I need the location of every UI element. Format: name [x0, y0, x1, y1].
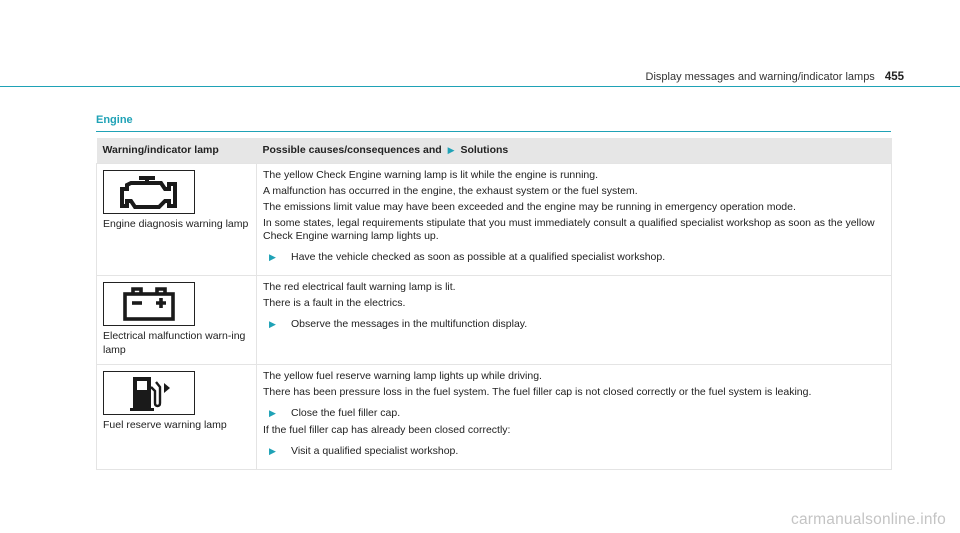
- warning-lamp-table: [96, 138, 892, 470]
- table-row: [97, 276, 892, 365]
- solution-step: [263, 407, 885, 421]
- solution-text: Have the vehicle checked as soon as possible at a qualified specialist workshop.: [291, 251, 666, 264]
- solution-arrow-icon: ▶: [269, 407, 276, 418]
- description-text: There has been pressure loss in the fuel system. The fuel filler cap is not closed correctly or the fuel system is leaking.: [263, 385, 812, 398]
- fuel-pump-icon: [103, 371, 195, 415]
- solution-text: Observe the messages in the multifunction display.: [291, 317, 528, 330]
- lamp-cell: [97, 164, 257, 276]
- solution-text: Visit a qualified specialist workshop.: [291, 445, 459, 458]
- solution-step: [263, 318, 885, 332]
- battery-icon: [103, 282, 195, 326]
- description-text: The emissions limit value may have been exceeded and the engine may be running in emergency operation mode.: [263, 200, 796, 213]
- page-header: [646, 71, 904, 83]
- check-engine-icon: [103, 170, 195, 214]
- col-header-causes: Possible causes/consequences and: [262, 143, 442, 156]
- table-header-row: [97, 138, 892, 164]
- solution-arrow-icon: ▶: [269, 318, 276, 329]
- description-text: The red electrical fault warning lamp is lit.: [263, 281, 456, 294]
- solution-arrow-icon: ▶: [447, 144, 455, 155]
- solution-arrow-icon: ▶: [269, 446, 276, 457]
- solution-step: [263, 445, 885, 459]
- col-header-solutions: [257, 138, 892, 164]
- lamp-cell: [97, 364, 257, 469]
- page-number: 455: [884, 71, 904, 83]
- lamp-label: Engine diagnosis warning lamp: [103, 218, 249, 230]
- solution-step: [263, 251, 885, 265]
- table-row: [97, 164, 892, 276]
- col-header-solutions-label: Solutions: [460, 143, 509, 156]
- description-text: In some states, legal requirements stipulate that you must immediately consult a qualified specialist workshop as soon as the yellow Check Engine warning lamp lights up.: [263, 216, 875, 243]
- description-cell: [257, 164, 892, 276]
- description-text: There is a fault in the electrics.: [263, 297, 406, 310]
- table-row: [97, 364, 892, 469]
- description-text: If the fuel filler cap has already been closed correctly:: [263, 424, 511, 437]
- section-title: Engine: [96, 114, 133, 126]
- description-cell: [257, 276, 892, 365]
- page-header-title: Display messages and warning/indicator lamps: [645, 71, 875, 83]
- description-cell: [257, 364, 892, 469]
- solution-text: Close the fuel filler cap.: [291, 406, 401, 419]
- col-header-lamp: Warning/indicator lamp: [97, 138, 257, 164]
- solution-arrow-icon: ▶: [269, 252, 276, 263]
- description-text: A malfunction has occurred in the engine, the exhaust system or the fuel system.: [263, 184, 638, 197]
- lamp-label: Electrical malfunction warn-ing lamp: [103, 330, 246, 357]
- description-text: The yellow Check Engine warning lamp is lit while the engine is running.: [263, 169, 599, 181]
- section-rule: [96, 131, 891, 132]
- lamp-label: Fuel reserve warning lamp: [103, 418, 227, 431]
- header-rule: [0, 86, 960, 87]
- watermark: carmanualsonline.info: [791, 511, 946, 528]
- description-text: The yellow fuel reserve warning lamp lights up while driving.: [263, 369, 542, 382]
- lamp-cell: [97, 276, 257, 365]
